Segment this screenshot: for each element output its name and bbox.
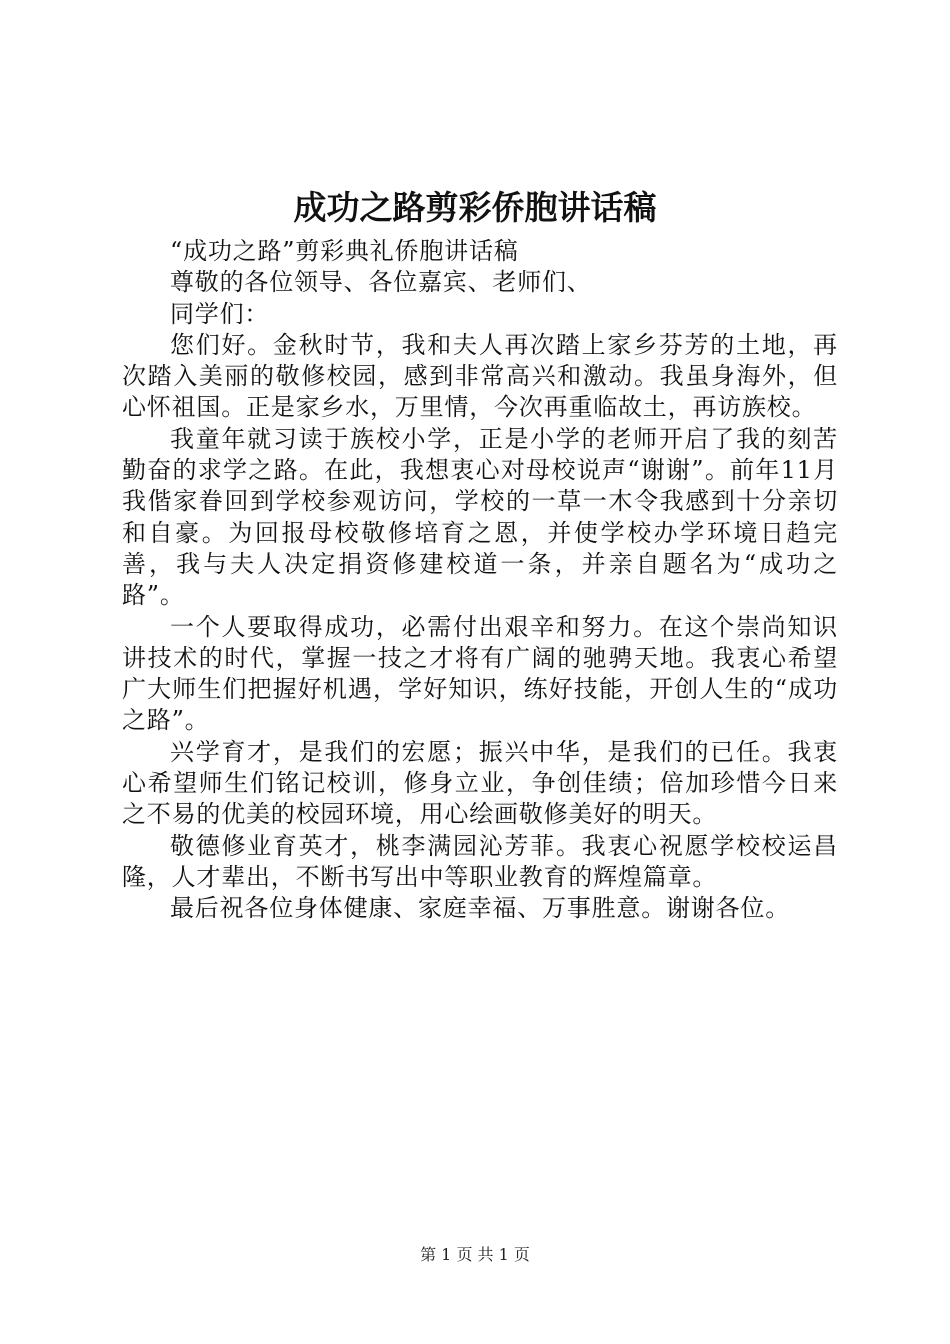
body-paragraph-greeting: 您们好。金秋时节，我和夫人再次踏上家乡芬芳的土地，再次踏入美丽的敬修校园，感到非常高兴和激动。我虽身海外，但心怀祖国。正是家乡水，万里情，今次再重临故土，再访族校。 <box>122 330 838 422</box>
page-footer: 第 1 页 共 1 页 <box>420 1245 530 1264</box>
document-body <box>122 236 838 925</box>
salutation-paragraph: 尊敬的各位领导、各位嘉宾、老师们、 <box>170 268 592 297</box>
body-paragraph-wishes: 敬德修业育英才，桃李满园沁芳菲。我衷心祝愿学校校运昌隆，人才辈出，不断书写出中等职业教育的辉煌篇章。 <box>122 831 838 891</box>
body-paragraph-childhood: 我童年就习读于族校小学，正是小学的老师开启了我的刻苦勤奋的求学之路。在此，我想衷心对母校说声“谢谢”。前年11月我偕家眷回到学校参观访问，学校的一草一木令我感到十分亲切和自豪。为回报母校敬修培育之恩，并使学校办学环境日趋完善，我与夫人决定捐资修建校道一条，并亲自题名为“成功之路”。 <box>122 424 838 610</box>
body-paragraph-closing: 最后祝各位身体健康、家庭幸福、万事胜意。谢谢各位。 <box>170 894 790 923</box>
document-title: 成功之路剪彩侨胞讲话稿 <box>293 188 657 227</box>
body-paragraph-success: 一个人要取得成功，必需付出艰辛和努力。在这个崇尚知识讲技术的时代，掌握一技之才将有广阔的驰骋天地。我衷心希望广大师生们把握好机遇，学好知识，练好技能，开创人生的“成功之路”。 <box>122 612 838 735</box>
subtitle-paragraph: “成功之路”剪彩典礼侨胞讲话稿 <box>170 237 519 265</box>
salutation-continued-paragraph: 同学们： <box>170 299 270 328</box>
body-paragraph-mission: 兴学育才，是我们的宏愿；振兴中华，是我们的已任。我衷心希望师生们铭记校训，修身立业，争创佳绩；倍加珍惜今日来之不易的优美的校园环境，用心绘画敬修美好的明天。 <box>122 737 838 829</box>
